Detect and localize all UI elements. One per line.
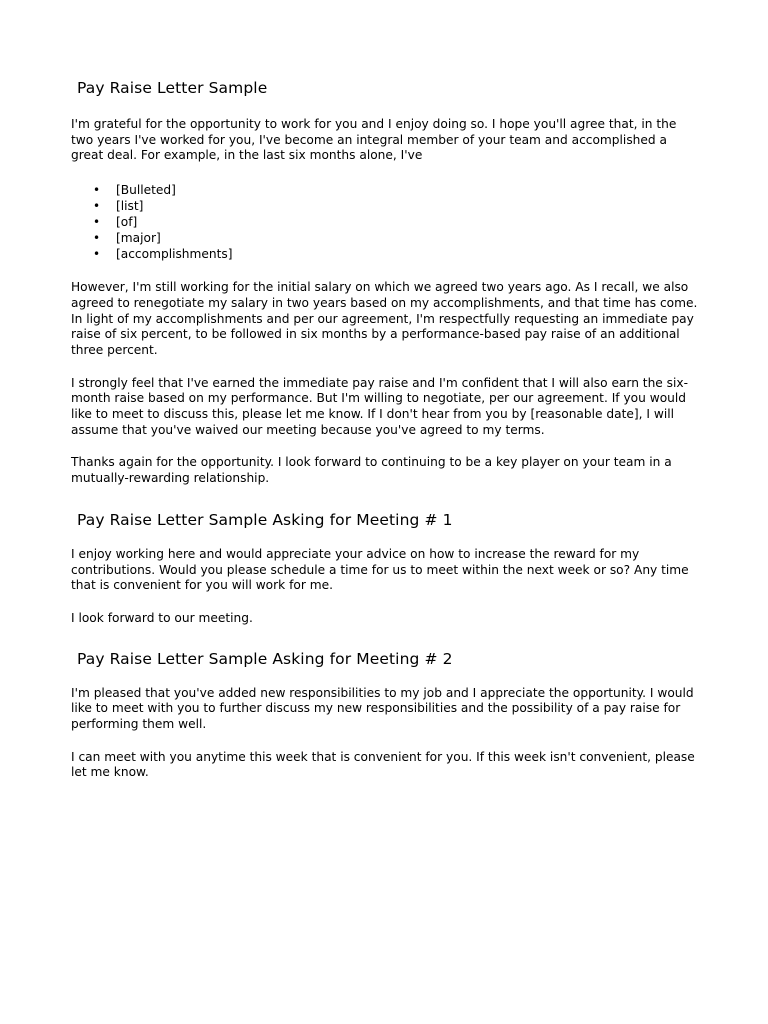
section-pay-raise-letter-sample — [71, 78, 701, 487]
bullet-icon: • — [93, 215, 101, 230]
accomplishments-list — [71, 182, 701, 262]
body-paragraph: I'm pleased that you've added new responsibilities to my job and I appreciate the opportunity. I would like to meet with you to further discuss my new responsibilities and the possibility of a pay raise for performing them well. — [71, 685, 694, 732]
body-paragraph: Thanks again for the opportunity. I look forward to continuing to be a key player on your team in a mutually-rewarding relationship. — [71, 455, 672, 486]
document-page — [71, 78, 701, 781]
list-item: • [major] — [93, 231, 161, 246]
bullet-icon: • — [93, 199, 101, 214]
bullet-icon: • — [93, 247, 101, 262]
body-paragraph: I look forward to our meeting. — [71, 610, 253, 625]
list-item: • [list] — [93, 199, 144, 214]
section-meeting-2 — [71, 649, 701, 782]
list-item: • [Bulleted] — [93, 183, 176, 198]
list-item: • [accomplishments] — [93, 247, 233, 262]
intro-paragraph: I'm grateful for the opportunity to work for you and I enjoy doing so. I hope you'll agree that, in the two years I've worked for you, I've become an integral member of your team and accomplished a great deal. For example, in the last six months alone, I've — [71, 117, 677, 163]
bullet-icon: • — [93, 231, 101, 246]
section-title: Pay Raise Letter Sample — [77, 79, 268, 97]
body-paragraph: However, I'm still working for the initial salary on which we agreed two years ago. As I recall, we also agreed to renegotiate my salary in two years based on my accomplishments, and that time has come. In light of my accomplishments and per our agreement, I'm respectfully requesting an immediate pay raise of six percent, to be followed in six months by a performance-based pay raise of an additional three percent. — [71, 280, 698, 357]
section-meeting-1 — [71, 510, 701, 627]
list-item: • [of] — [93, 215, 138, 230]
body-paragraph: I can meet with you anytime this week that is convenient for you. If this week isn't convenient, please let me know. — [71, 749, 695, 780]
body-paragraph: I strongly feel that I've earned the immediate pay raise and I'm confident that I will also earn the six-month raise based on my performance. But I'm willing to negotiate, per our agreement. If you would like to meet to discuss this, please let me know. If I don't hear from you by [reasonable date], I will assume that you've waived our meeting because you've agreed to my terms. — [71, 375, 689, 437]
bullet-icon: • — [93, 183, 101, 198]
section-title: Pay Raise Letter Sample Asking for Meeting # 2 — [77, 649, 453, 668]
body-paragraph: I enjoy working here and would appreciate your advice on how to increase the reward for my contributions. Would you please schedule a time for us to meet within the next week or so? Any time that is convenient for you will work for me. — [71, 546, 689, 593]
section-title: Pay Raise Letter Sample Asking for Meeting # 1 — [77, 510, 453, 529]
